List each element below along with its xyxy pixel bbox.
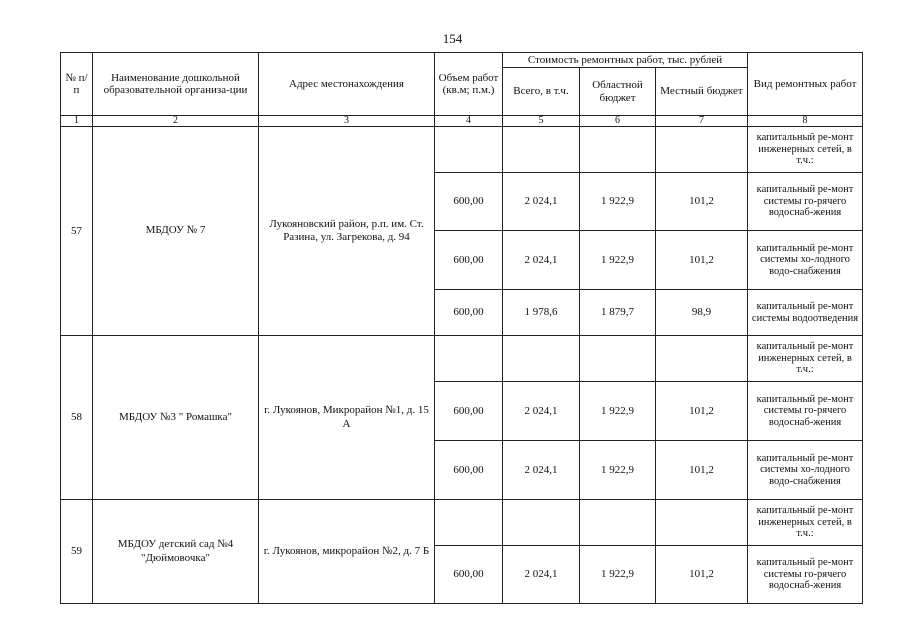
volume-cell: 600,00	[435, 441, 503, 500]
volume-cell	[435, 336, 503, 382]
table-row	[61, 336, 863, 382]
header-address: Адрес местонахождения	[259, 53, 435, 116]
column-number: 5	[503, 116, 580, 127]
regional-cell: 1 922,9	[580, 382, 656, 441]
volume-cell	[435, 127, 503, 173]
regional-cell: 1 879,7	[580, 290, 656, 336]
regional-cell: 1 922,9	[580, 546, 656, 604]
regional-cell	[580, 500, 656, 546]
column-number: 3	[259, 116, 435, 127]
repair-type-cell: капитальный ре-монт системы водоотведения	[748, 290, 863, 336]
column-number: 1	[61, 116, 93, 127]
regional-cell	[580, 336, 656, 382]
local-cell: 101,2	[656, 382, 748, 441]
organization-address: г. Лукоянов, Микрорайон №1, д. 15 А	[259, 336, 435, 500]
organization-address: Лукояновский район, р.п. им. Ст. Разина, ул. Загрекова, д. 94	[259, 127, 435, 336]
local-cell: 101,2	[656, 173, 748, 231]
local-cell: 101,2	[656, 546, 748, 604]
row-number: 57	[61, 127, 93, 336]
column-number: 4	[435, 116, 503, 127]
total-cell: 2 024,1	[503, 546, 580, 604]
repair-type-cell: капитальный ре-монт системы хо-лодного водо-снабжения	[748, 441, 863, 500]
total-cell: 2 024,1	[503, 231, 580, 290]
repair-type-cell: капитальный ре-монт инженерных сетей, в т.ч.:	[748, 336, 863, 382]
header-local: Местный бюджет	[656, 68, 748, 116]
header-total: Всего, в т.ч.	[503, 68, 580, 116]
repair-type-cell: капитальный ре-монт инженерных сетей, в т.ч.:	[748, 500, 863, 546]
local-cell: 101,2	[656, 441, 748, 500]
page-number: 154	[442, 31, 463, 46]
row-number: 58	[61, 336, 93, 500]
regional-cell: 1 922,9	[580, 173, 656, 231]
local-cell	[656, 127, 748, 173]
organization-address: г. Лукоянов, микрорайон №2, д. 7 Б	[259, 500, 435, 604]
header-volume: Объем работ (кв.м; п.м.)	[435, 53, 503, 116]
total-cell: 1 978,6	[503, 290, 580, 336]
repair-type-cell: капитальный ре-монт системы го-рячего водоснаб-жения	[748, 546, 863, 604]
volume-cell: 600,00	[435, 173, 503, 231]
header-num: № п/п	[61, 53, 93, 116]
volume-cell: 600,00	[435, 231, 503, 290]
organization-name: МБДОУ детский сад №4 "Дюймовочка"	[93, 500, 259, 604]
repair-type-cell: капитальный ре-монт системы го-рячего водоснаб-жения	[748, 173, 863, 231]
total-cell	[503, 500, 580, 546]
repair-works-table	[60, 52, 863, 604]
regional-cell: 1 922,9	[580, 441, 656, 500]
total-cell: 2 024,1	[503, 173, 580, 231]
row-number: 59	[61, 500, 93, 604]
header-cost-group: Стоимость ремонтных работ, тыс. рублей	[503, 53, 748, 68]
organization-name: МБДОУ № 7	[93, 127, 259, 336]
volume-cell: 600,00	[435, 382, 503, 441]
table-row	[61, 500, 863, 546]
local-cell	[656, 500, 748, 546]
repair-type-cell: капитальный ре-монт системы го-рячего водоснаб-жения	[748, 382, 863, 441]
column-number: 7	[656, 116, 748, 127]
volume-cell: 600,00	[435, 546, 503, 604]
column-number: 6	[580, 116, 656, 127]
local-cell	[656, 336, 748, 382]
table-row	[61, 127, 863, 173]
header-name: Наименование дошкольной образовательной организа-ции	[93, 53, 259, 116]
column-number: 8	[748, 116, 863, 127]
total-cell: 2 024,1	[503, 382, 580, 441]
repair-type-cell: капитальный ре-монт системы хо-лодного водо-снабжения	[748, 231, 863, 290]
repair-type-cell: капитальный ре-монт инженерных сетей, в т.ч.:	[748, 127, 863, 173]
regional-cell: 1 922,9	[580, 231, 656, 290]
volume-cell: 600,00	[435, 290, 503, 336]
organization-name: МБДОУ №3 " Ромашка"	[93, 336, 259, 500]
regional-cell	[580, 127, 656, 173]
total-cell	[503, 127, 580, 173]
volume-cell	[435, 500, 503, 546]
total-cell: 2 024,1	[503, 441, 580, 500]
local-cell: 101,2	[656, 231, 748, 290]
column-number: 2	[93, 116, 259, 127]
total-cell	[503, 336, 580, 382]
header-regional: Областной бюджет	[580, 68, 656, 116]
local-cell: 98,9	[656, 290, 748, 336]
header-type: Вид ремонтных работ	[748, 53, 863, 116]
